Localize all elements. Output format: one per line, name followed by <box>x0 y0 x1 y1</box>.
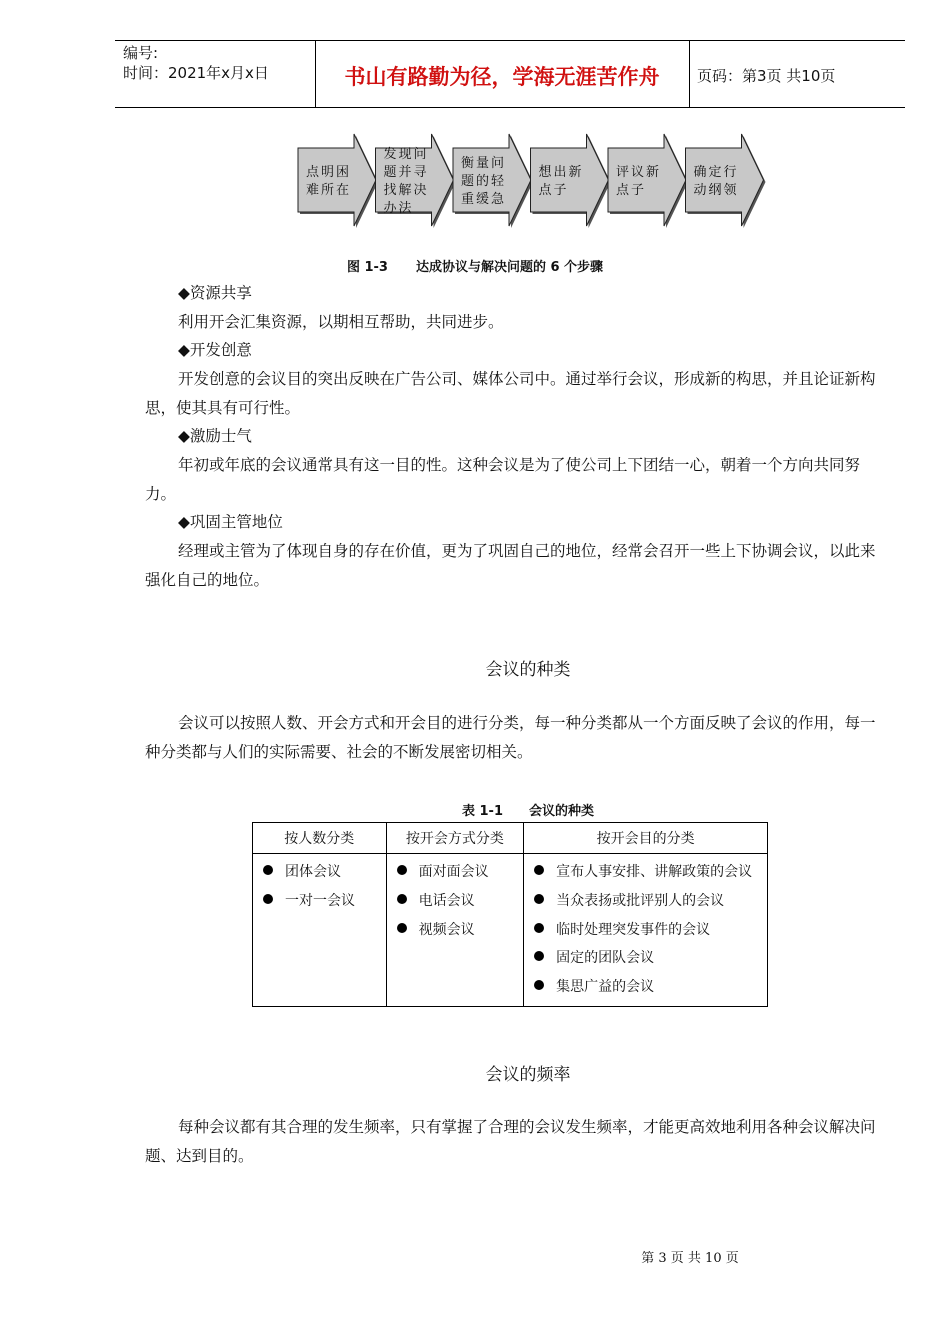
code-label: 编号: <box>123 44 159 62</box>
table-header-cell: 按开会方式分类 <box>386 823 524 854</box>
list-item: 固定的团队会议 <box>534 944 767 973</box>
process-step-arrow <box>298 134 378 228</box>
table-caption <box>0 800 950 819</box>
process-step-arrow <box>686 134 766 228</box>
step-arrow-shape <box>298 134 376 226</box>
process-flow-diagram <box>296 133 766 243</box>
header-motto: 书山有路勤为径，学海无涯苦作舟 <box>344 65 660 89</box>
paragraph: 会议可以按照人数、开会方式和开会目的进行分类，每一种分类都从一个方面反映了会议的作用，每一种分类都与人们的实际需要、社会的不断发展密切相关。 <box>145 714 876 761</box>
bullet-dot-icon <box>397 894 407 904</box>
paragraph: 利用开会汇集资源，以期相互帮助，共同进步。 <box>178 313 504 331</box>
step-label: 点明困 <box>306 165 352 180</box>
figure-caption <box>0 256 950 275</box>
bullet-heading: ◆资源共享 <box>178 284 252 302</box>
step-label: 衡量问 <box>461 156 507 171</box>
list-item: 团体会议 <box>263 858 386 887</box>
table-caption-number: 表 1-1 <box>461 804 503 819</box>
paragraph: 年初或年底的会议通常具有这一目的性。这种会议是为了使公司上下团结一心，朝着一个方向共同努力。 <box>145 456 861 503</box>
bullet-dot-icon <box>263 865 273 875</box>
process-step-arrow <box>531 134 611 228</box>
table-caption-text: 会议的种类 <box>529 804 595 819</box>
step-label: 发现问 <box>383 147 429 162</box>
bullet-dot-icon <box>534 894 544 904</box>
process-step-arrow <box>376 134 456 228</box>
step-label: 难所在 <box>306 183 352 198</box>
step-arrow-shape <box>686 134 764 226</box>
step-label: 确定行 <box>693 165 739 180</box>
bullet-dot-icon <box>263 894 273 904</box>
bullet-dot-icon <box>534 923 544 933</box>
list-item: 当众表扬或批评别人的会议 <box>534 887 767 916</box>
time-label: 时间：2021年x月x日 <box>123 64 269 82</box>
paragraph: 开发创意的会议目的突出反映在广告公司、媒体公司中。通过举行会议，形成新的构思，并且论证新构思，使其具有可行性。 <box>145 370 876 417</box>
step-arrow-shape <box>608 134 686 226</box>
table-row <box>253 854 768 1007</box>
paragraph: 经理或主管为了体现自身的存在价值，更为了巩固自己的地位，经常会召开一些上下协调会议，以此来强化自己的地位。 <box>145 542 876 589</box>
step-label: 找解决 <box>383 183 429 198</box>
process-step-arrow <box>453 134 533 228</box>
table-cell <box>386 854 524 1007</box>
header-meta <box>123 43 313 83</box>
figure-caption-text: 达成协议与解决问题的 6 个步骤 <box>415 260 604 275</box>
list-item: 面对面会议 <box>397 858 524 887</box>
bullet-dot-icon <box>397 865 407 875</box>
table-cell <box>253 854 387 1007</box>
bullet-heading: ◆激励士气 <box>178 427 252 445</box>
header-divider <box>689 41 690 107</box>
list-item: 一对一会议 <box>263 887 386 916</box>
paragraph: 每种会议都有其合理的发生频率，只有掌握了合理的会议发生频率，才能更高效地利用各种会议解决问题、达到目的。 <box>145 1118 876 1165</box>
step-label: 动纲领 <box>693 183 739 198</box>
page-footer: 第 3 页 共 10 页 <box>641 1251 739 1266</box>
step-label: 题并寻 <box>383 165 429 180</box>
bullet-dot-icon <box>534 865 544 875</box>
page-header <box>115 40 905 108</box>
list-item: 宣布人事安排、讲解政策的会议 <box>534 858 767 887</box>
step-label: 重缓急 <box>461 192 507 207</box>
table-header-row <box>253 823 768 854</box>
step-label: 想出新 <box>538 165 584 180</box>
step-arrow-shape <box>531 134 609 226</box>
figure-caption-number: 图 1-3 <box>346 260 388 275</box>
table-header-cell: 按人数分类 <box>253 823 387 854</box>
table-cell <box>524 854 768 1007</box>
meeting-types-table <box>252 822 768 1007</box>
list-item: 电话会议 <box>397 887 524 916</box>
section-title: 会议的种类 <box>485 660 571 680</box>
bullet-dot-icon <box>397 923 407 933</box>
step-label: 点子 <box>538 183 569 198</box>
section-title: 会议的频率 <box>485 1065 571 1085</box>
step-label: 评议新 <box>616 165 662 180</box>
bullet-dot-icon <box>534 980 544 990</box>
table-header-cell: 按开会目的分类 <box>524 823 768 854</box>
list-item: 临时处理突发事件的会议 <box>534 916 767 945</box>
bullet-heading: ◆开发创意 <box>178 341 252 359</box>
bullet-dot-icon <box>534 951 544 961</box>
list-item: 视频会议 <box>397 916 524 945</box>
header-page-info: 页码：第3页 共10页 <box>697 67 836 85</box>
list-item: 集思广益的会议 <box>534 973 767 1002</box>
step-label: 办法 <box>383 201 414 216</box>
bullet-heading: ◆巩固主管地位 <box>178 513 283 531</box>
process-step-arrow <box>608 134 688 228</box>
step-label: 点子 <box>616 183 647 198</box>
step-label: 题的轻 <box>461 174 507 189</box>
